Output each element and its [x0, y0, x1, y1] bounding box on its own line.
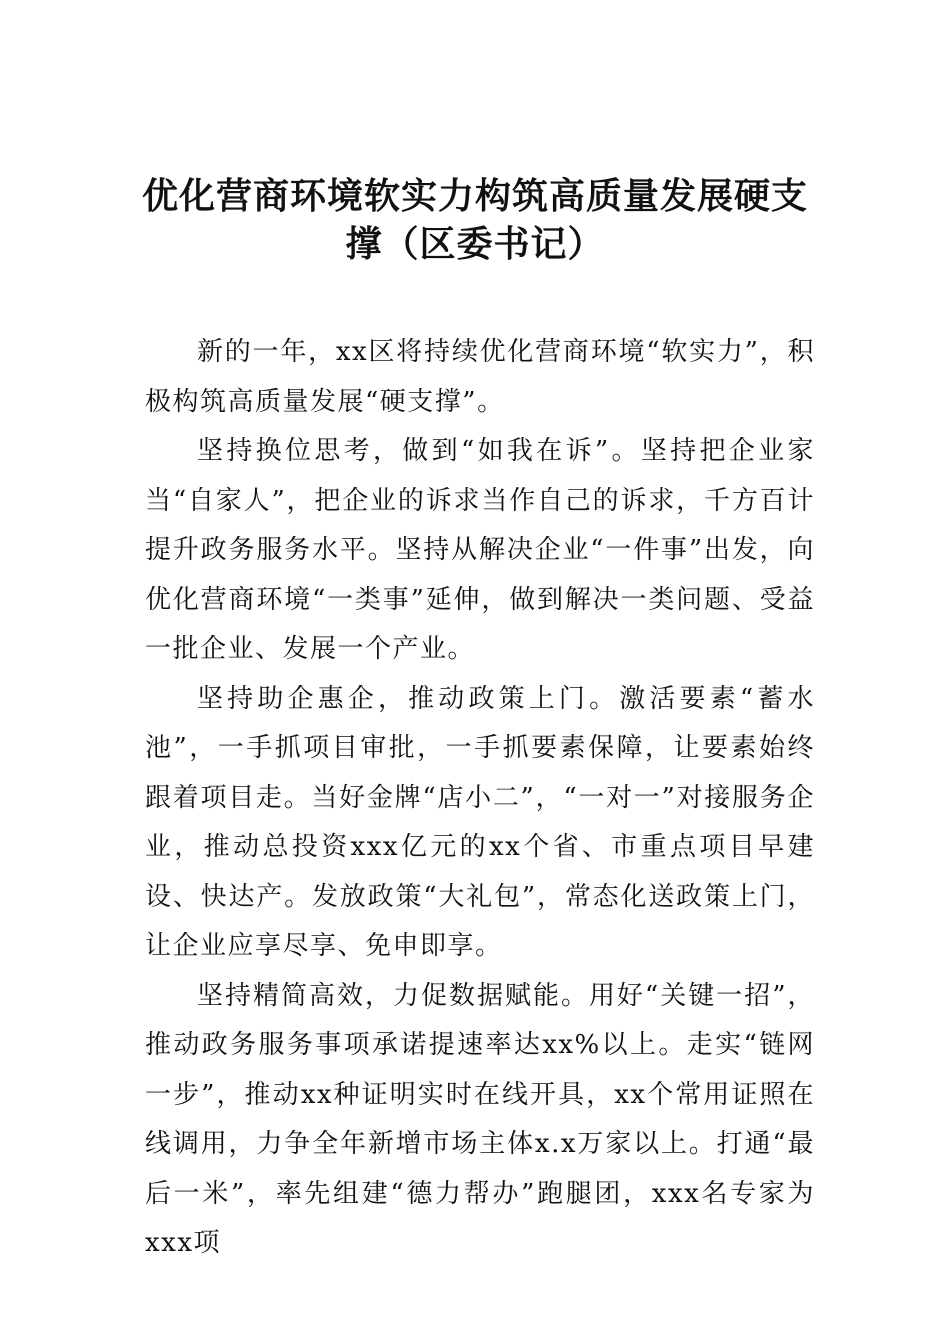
paragraph-intro: 新的一年，xx区将持续优化营商环境“软实力”，积极构筑高质量发展“硬支撑”。	[145, 337, 815, 417]
document-title: 优化营商环境软实力构筑高质量发展硬支撑（区委书记）	[141, 175, 808, 265]
paragraph-policy-support: 坚持助企惠企，推动政策上门。激活要素“蓄水池”，一手抓项目审批，一手抓要素保障，让要素始终跟着项目走。当好金牌“店小二”，“一对一”对接服务企业，推动总投资xxx亿元的xx个省、市重点项目早建设、快达产。发放政策“大礼包”，常态化送政策上门，让企业应享尽享、免申即享。	[145, 683, 815, 961]
document-body	[145, 328, 815, 1269]
paragraph-efficiency: 坚持精简高效，力促数据赋能。用好“关键一招”，推动政务服务事项承诺提速率达xx%以上。走实“链网一步”，推动xx种证明实时在线开具，xx个常用证照在线调用，力争全年新增市场主体x.x万家以上。打通“最后一米”，率先组建“德力帮办”跑腿团，xxx名专家为xxx项	[145, 980, 815, 1258]
paragraph-empathy: 坚持换位思考，做到“如我在诉”。坚持把企业家当“自家人”，把企业的诉求当作自己的诉求，千方百计提升政务服务水平。坚持从解决企业“一件事”出发，向优化营商环境“一类事”延伸，做到解决一类问题、受益一批企业、发展一个产业。	[145, 436, 815, 664]
